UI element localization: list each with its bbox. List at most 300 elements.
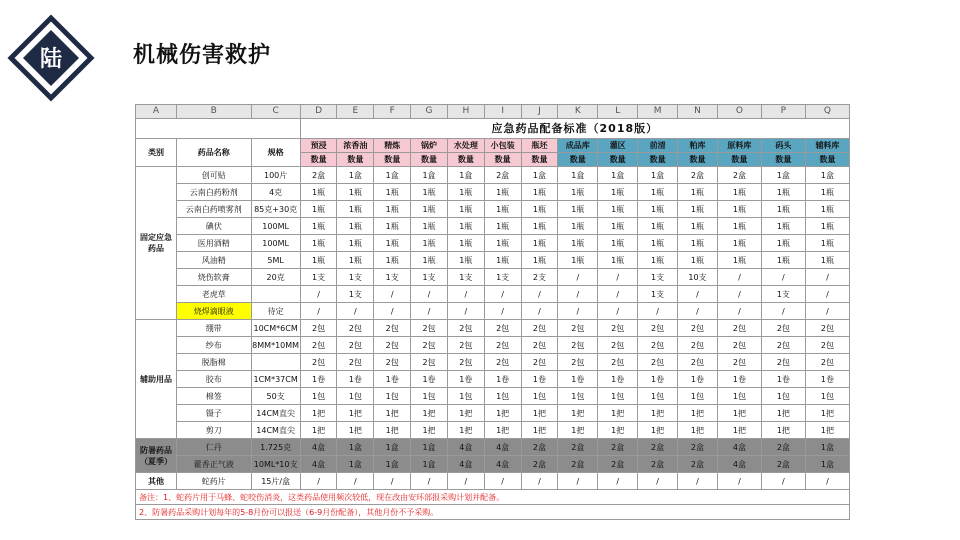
quantity-cell: 2包 bbox=[337, 354, 374, 371]
quantity-cell: 1把 bbox=[300, 422, 337, 439]
quantity-cell: 2盒 bbox=[598, 456, 638, 473]
quantity-cell: 2包 bbox=[638, 354, 678, 371]
quantity-cell: 1把 bbox=[717, 405, 761, 422]
note-row bbox=[136, 505, 850, 520]
quantity-cell: 1瓶 bbox=[717, 235, 761, 252]
column-letter: Q bbox=[805, 105, 849, 119]
quantity-cell: 1卷 bbox=[805, 371, 849, 388]
quantity-cell: 1瓶 bbox=[678, 218, 718, 235]
quantity-cell: 2包 bbox=[558, 354, 598, 371]
quantity-cell: 1瓶 bbox=[761, 218, 805, 235]
medicine-name: 烧焊滴眼液 bbox=[176, 303, 251, 320]
quantity-cell: 1瓶 bbox=[638, 184, 678, 201]
quantity-cell: 4盒 bbox=[447, 456, 484, 473]
quantity-cell: 2盒 bbox=[678, 439, 718, 456]
quantity-cell: / bbox=[717, 303, 761, 320]
quantity-cell: 2包 bbox=[717, 337, 761, 354]
quantity-cell: 2盒 bbox=[521, 456, 558, 473]
medicine-name: 仁丹 bbox=[176, 439, 251, 456]
column-letter: H bbox=[447, 105, 484, 119]
quantity-cell: 1瓶 bbox=[717, 218, 761, 235]
quantity-cell: 2包 bbox=[374, 337, 411, 354]
quantity-header: 数量 bbox=[558, 153, 598, 167]
spec-cell: 8MM*10MM bbox=[251, 337, 300, 354]
quantity-cell: 2包 bbox=[484, 354, 521, 371]
quantity-header: 数量 bbox=[374, 153, 411, 167]
quantity-cell: 2包 bbox=[374, 320, 411, 337]
table-row bbox=[136, 184, 850, 201]
quantity-cell: 1包 bbox=[598, 388, 638, 405]
table-row bbox=[136, 218, 850, 235]
department-header: 锅炉 bbox=[411, 139, 448, 153]
quantity-cell: 4盒 bbox=[300, 439, 337, 456]
quantity-cell: / bbox=[638, 473, 678, 490]
column-letter: L bbox=[598, 105, 638, 119]
quantity-cell: 1瓶 bbox=[374, 201, 411, 218]
quantity-cell: 1支 bbox=[411, 269, 448, 286]
quantity-cell: 2盒 bbox=[678, 456, 718, 473]
title-blank bbox=[136, 119, 301, 139]
quantity-cell: 1包 bbox=[300, 388, 337, 405]
quantity-cell: 2包 bbox=[374, 354, 411, 371]
quantity-cell: 1把 bbox=[337, 405, 374, 422]
quantity-cell: 1盒 bbox=[337, 456, 374, 473]
quantity-cell: 2包 bbox=[521, 354, 558, 371]
quantity-cell: 1盒 bbox=[411, 439, 448, 456]
quantity-cell: 1把 bbox=[598, 405, 638, 422]
quantity-cell: 1卷 bbox=[761, 371, 805, 388]
quantity-cell: 1盒 bbox=[521, 167, 558, 184]
quantity-cell: 1盒 bbox=[411, 456, 448, 473]
medicine-name: 剪刀 bbox=[176, 422, 251, 439]
column-letter: O bbox=[717, 105, 761, 119]
quantity-cell: 1把 bbox=[598, 422, 638, 439]
quantity-cell: 2盒 bbox=[558, 456, 598, 473]
category-cell: 其他 bbox=[136, 473, 177, 490]
department-header: 辅料库 bbox=[805, 139, 849, 153]
quantity-cell: / bbox=[678, 303, 718, 320]
spreadsheet bbox=[135, 104, 850, 520]
quantity-header: 数量 bbox=[678, 153, 718, 167]
medicine-name: 胶布 bbox=[176, 371, 251, 388]
quantity-cell: / bbox=[638, 303, 678, 320]
quantity-cell: 1把 bbox=[300, 405, 337, 422]
quantity-cell: 1瓶 bbox=[678, 252, 718, 269]
quantity-cell: 1包 bbox=[678, 388, 718, 405]
medicine-name: 医用酒精 bbox=[176, 235, 251, 252]
quantity-cell: 1包 bbox=[805, 388, 849, 405]
quantity-cell: / bbox=[678, 473, 718, 490]
spec-cell: 14CM直尖 bbox=[251, 422, 300, 439]
medicine-name: 纱布 bbox=[176, 337, 251, 354]
quantity-cell: 4盒 bbox=[447, 439, 484, 456]
department-header: 小包装 bbox=[484, 139, 521, 153]
quantity-cell: 1包 bbox=[521, 388, 558, 405]
table-row bbox=[136, 337, 850, 354]
table-row bbox=[136, 252, 850, 269]
quantity-cell: 1盒 bbox=[638, 167, 678, 184]
quantity-cell: 2包 bbox=[411, 354, 448, 371]
spec-header: 规格 bbox=[251, 139, 300, 167]
quantity-cell: 1把 bbox=[805, 405, 849, 422]
quantity-cell: 1盒 bbox=[598, 167, 638, 184]
table-row bbox=[136, 405, 850, 422]
quantity-cell: 1瓶 bbox=[337, 235, 374, 252]
quantity-cell: 2包 bbox=[337, 337, 374, 354]
quantity-cell: 1卷 bbox=[484, 371, 521, 388]
quantity-cell: 1支 bbox=[638, 269, 678, 286]
medicine-name: 棉签 bbox=[176, 388, 251, 405]
quantity-cell: 1盒 bbox=[374, 167, 411, 184]
column-letter: E bbox=[337, 105, 374, 119]
column-letter: F bbox=[374, 105, 411, 119]
quantity-cell: 1瓶 bbox=[521, 235, 558, 252]
quantity-cell: 1支 bbox=[484, 269, 521, 286]
quantity-cell: 1瓶 bbox=[337, 252, 374, 269]
table-row bbox=[136, 167, 850, 184]
quantity-cell: / bbox=[558, 303, 598, 320]
quantity-cell: 1瓶 bbox=[411, 218, 448, 235]
department-header: 前清 bbox=[638, 139, 678, 153]
quantity-cell: / bbox=[300, 286, 337, 303]
quantity-cell: 2盒 bbox=[638, 456, 678, 473]
category-cell: 固定应急药品 bbox=[136, 167, 177, 320]
quantity-cell: 1瓶 bbox=[484, 235, 521, 252]
quantity-cell: 2包 bbox=[411, 320, 448, 337]
quantity-cell: / bbox=[717, 286, 761, 303]
quantity-cell: 1盒 bbox=[337, 167, 374, 184]
quantity-cell: 2盒 bbox=[558, 439, 598, 456]
quantity-cell: 1卷 bbox=[678, 371, 718, 388]
quantity-cell: 1瓶 bbox=[300, 235, 337, 252]
quantity-cell: 1瓶 bbox=[805, 252, 849, 269]
quantity-cell: 1把 bbox=[374, 422, 411, 439]
quantity-cell: 4盒 bbox=[717, 439, 761, 456]
medicine-name: 碘伏 bbox=[176, 218, 251, 235]
quantity-cell: 1瓶 bbox=[374, 218, 411, 235]
quantity-cell: 2包 bbox=[638, 337, 678, 354]
quantity-cell: 1支 bbox=[374, 269, 411, 286]
quantity-cell: 2盒 bbox=[638, 439, 678, 456]
quantity-cell: 1卷 bbox=[411, 371, 448, 388]
quantity-header: 数量 bbox=[447, 153, 484, 167]
quantity-cell: 1瓶 bbox=[484, 184, 521, 201]
spec-cell: 15片/盒 bbox=[251, 473, 300, 490]
medicine-name: 老虎草 bbox=[176, 286, 251, 303]
quantity-cell: / bbox=[374, 473, 411, 490]
quantity-cell: 1瓶 bbox=[521, 201, 558, 218]
column-letter: M bbox=[638, 105, 678, 119]
quantity-cell: / bbox=[411, 286, 448, 303]
quantity-cell: / bbox=[805, 473, 849, 490]
quantity-cell: 1瓶 bbox=[558, 184, 598, 201]
medicine-name: 藿香正气液 bbox=[176, 456, 251, 473]
quantity-cell: 2包 bbox=[598, 320, 638, 337]
quantity-cell: / bbox=[558, 269, 598, 286]
quantity-cell: 10支 bbox=[678, 269, 718, 286]
quantity-cell: / bbox=[447, 303, 484, 320]
column-letter: B bbox=[176, 105, 251, 119]
quantity-cell: 1把 bbox=[374, 405, 411, 422]
quantity-cell: / bbox=[484, 303, 521, 320]
quantity-cell: 2盒 bbox=[598, 439, 638, 456]
quantity-cell: 2包 bbox=[300, 354, 337, 371]
quantity-cell: 1盒 bbox=[411, 167, 448, 184]
quantity-cell: / bbox=[374, 303, 411, 320]
table-title: 应急药品配备标准（2018版） bbox=[300, 119, 849, 139]
quantity-cell: 1瓶 bbox=[337, 201, 374, 218]
note-text: 2、防暑药品采购计划每年的5-8月份可以报送（6-9月份配备），其他月份不予采购。 bbox=[136, 505, 850, 520]
quantity-cell: / bbox=[484, 473, 521, 490]
quantity-cell: 1把 bbox=[678, 405, 718, 422]
quantity-cell: 1瓶 bbox=[638, 252, 678, 269]
table-row bbox=[136, 388, 850, 405]
quantity-cell: 2包 bbox=[300, 320, 337, 337]
quantity-cell: / bbox=[761, 269, 805, 286]
medicine-name: 云南白药粉剂 bbox=[176, 184, 251, 201]
medicine-name: 绷带 bbox=[176, 320, 251, 337]
quantity-cell: 1卷 bbox=[558, 371, 598, 388]
quantity-cell: / bbox=[337, 303, 374, 320]
quantity-cell: 1瓶 bbox=[638, 235, 678, 252]
table-row bbox=[136, 439, 850, 456]
quantity-cell: 1瓶 bbox=[447, 184, 484, 201]
quantity-cell: 1瓶 bbox=[374, 252, 411, 269]
department-header: 浓香油 bbox=[337, 139, 374, 153]
name-header: 药品名称 bbox=[176, 139, 251, 167]
table-row bbox=[136, 354, 850, 371]
quantity-cell: 2包 bbox=[761, 337, 805, 354]
quantity-cell: 2盒 bbox=[717, 167, 761, 184]
quantity-cell: 1卷 bbox=[521, 371, 558, 388]
quantity-cell: 1瓶 bbox=[678, 184, 718, 201]
column-letter: N bbox=[678, 105, 718, 119]
quantity-cell: 1把 bbox=[521, 422, 558, 439]
quantity-cell: 1瓶 bbox=[411, 201, 448, 218]
department-header: 码头 bbox=[761, 139, 805, 153]
quantity-cell: 2盒 bbox=[484, 167, 521, 184]
quantity-cell: 1包 bbox=[447, 388, 484, 405]
quantity-cell: 1瓶 bbox=[717, 201, 761, 218]
quantity-cell: 2包 bbox=[805, 320, 849, 337]
quantity-cell: 1瓶 bbox=[521, 218, 558, 235]
department-header: 水处理 bbox=[447, 139, 484, 153]
quantity-cell: 2包 bbox=[558, 337, 598, 354]
quantity-cell: 1把 bbox=[805, 422, 849, 439]
quantity-cell: 1瓶 bbox=[300, 184, 337, 201]
quantity-header: 数量 bbox=[761, 153, 805, 167]
department-header: 成品库 bbox=[558, 139, 598, 153]
department-header: 精炼 bbox=[374, 139, 411, 153]
quantity-cell: 1支 bbox=[638, 286, 678, 303]
quantity-cell: 1卷 bbox=[374, 371, 411, 388]
quantity-cell: 2包 bbox=[678, 320, 718, 337]
quantity-header: 数量 bbox=[411, 153, 448, 167]
medicine-name: 创可贴 bbox=[176, 167, 251, 184]
quantity-cell: 2包 bbox=[484, 320, 521, 337]
quantity-cell: 1把 bbox=[761, 405, 805, 422]
quantity-cell: 1把 bbox=[717, 422, 761, 439]
quantity-cell: 1瓶 bbox=[678, 201, 718, 218]
quantity-cell: / bbox=[598, 303, 638, 320]
quantity-cell: 2包 bbox=[805, 354, 849, 371]
quantity-cell: 1盒 bbox=[447, 167, 484, 184]
quantity-header: 数量 bbox=[300, 153, 337, 167]
quantity-cell: 1瓶 bbox=[447, 201, 484, 218]
column-letter: J bbox=[521, 105, 558, 119]
category-cell: 防暑药品（夏季） bbox=[136, 439, 177, 473]
diamond-badge-icon bbox=[7, 14, 95, 102]
spec-cell: 10CM*6CM bbox=[251, 320, 300, 337]
medicine-name: 风油精 bbox=[176, 252, 251, 269]
quantity-cell: 1瓶 bbox=[558, 201, 598, 218]
quantity-cell: 1包 bbox=[337, 388, 374, 405]
quantity-cell: 1盒 bbox=[805, 439, 849, 456]
quantity-cell: 1瓶 bbox=[761, 235, 805, 252]
quantity-cell: / bbox=[678, 286, 718, 303]
quantity-cell: / bbox=[717, 269, 761, 286]
quantity-cell: 1把 bbox=[484, 405, 521, 422]
quantity-cell: 2包 bbox=[761, 320, 805, 337]
spec-cell: 10ML*10支 bbox=[251, 456, 300, 473]
quantity-cell: 1瓶 bbox=[717, 252, 761, 269]
quantity-cell: 1瓶 bbox=[598, 218, 638, 235]
quantity-cell: 1瓶 bbox=[598, 252, 638, 269]
quantity-cell: / bbox=[805, 303, 849, 320]
quantity-cell: 1包 bbox=[761, 388, 805, 405]
table-row bbox=[136, 371, 850, 388]
quantity-cell: 1包 bbox=[638, 388, 678, 405]
quantity-cell: 2包 bbox=[598, 337, 638, 354]
column-letter: G bbox=[411, 105, 448, 119]
section-badge bbox=[7, 14, 95, 102]
spec-cell: 100片 bbox=[251, 167, 300, 184]
quantity-cell: 1瓶 bbox=[761, 184, 805, 201]
quantity-cell: 4盒 bbox=[300, 456, 337, 473]
quantity-cell: 1盒 bbox=[558, 167, 598, 184]
quantity-cell: / bbox=[717, 473, 761, 490]
quantity-cell: 1瓶 bbox=[300, 201, 337, 218]
quantity-cell: 1卷 bbox=[300, 371, 337, 388]
quantity-cell: 1把 bbox=[638, 405, 678, 422]
quantity-cell: / bbox=[805, 269, 849, 286]
quantity-cell: 1支 bbox=[447, 269, 484, 286]
quantity-cell: 1卷 bbox=[337, 371, 374, 388]
quantity-cell: 1瓶 bbox=[638, 201, 678, 218]
quantity-cell: / bbox=[521, 286, 558, 303]
quantity-cell: 1瓶 bbox=[761, 201, 805, 218]
quantity-cell: 1瓶 bbox=[411, 184, 448, 201]
note-text: 备注：1、蛇药片用于马蜂、蛇咬伤消炎，这类药品使用频次较低，现在改由安环部报采购计划并配备。 bbox=[136, 490, 850, 505]
department-header: 预浸 bbox=[300, 139, 337, 153]
quantity-cell: 1把 bbox=[521, 405, 558, 422]
quantity-header: 数量 bbox=[337, 153, 374, 167]
column-letter-row bbox=[136, 105, 850, 119]
quantity-header: 数量 bbox=[805, 153, 849, 167]
spec-cell bbox=[251, 286, 300, 303]
spec-cell: 14CM直尖 bbox=[251, 405, 300, 422]
table-row bbox=[136, 473, 850, 490]
quantity-cell: / bbox=[411, 473, 448, 490]
quantity-cell: 1盒 bbox=[805, 167, 849, 184]
quantity-cell: / bbox=[521, 303, 558, 320]
spec-cell: 5ML bbox=[251, 252, 300, 269]
quantity-cell: / bbox=[598, 269, 638, 286]
quantity-cell: 1瓶 bbox=[521, 252, 558, 269]
quantity-cell: 2包 bbox=[761, 354, 805, 371]
quantity-cell: 1瓶 bbox=[300, 252, 337, 269]
quantity-cell: 2包 bbox=[300, 337, 337, 354]
quantity-cell: 1瓶 bbox=[374, 235, 411, 252]
quantity-cell: 2包 bbox=[447, 337, 484, 354]
quantity-cell: / bbox=[374, 286, 411, 303]
quantity-cell: 4盒 bbox=[484, 456, 521, 473]
spec-cell: 1CM*37CM bbox=[251, 371, 300, 388]
quantity-cell: 1卷 bbox=[447, 371, 484, 388]
quantity-cell: 2包 bbox=[521, 337, 558, 354]
quantity-cell: 1卷 bbox=[598, 371, 638, 388]
quantity-cell: 1支 bbox=[300, 269, 337, 286]
quantity-cell: 1包 bbox=[558, 388, 598, 405]
spec-cell bbox=[251, 354, 300, 371]
quantity-cell: / bbox=[598, 473, 638, 490]
quantity-cell: 1瓶 bbox=[598, 201, 638, 218]
spec-cell: 4克 bbox=[251, 184, 300, 201]
quantity-cell: 2包 bbox=[717, 320, 761, 337]
category-cell: 辅助用品 bbox=[136, 320, 177, 439]
quantity-cell: / bbox=[484, 286, 521, 303]
table-row bbox=[136, 201, 850, 218]
quantity-cell: 1瓶 bbox=[484, 252, 521, 269]
quantity-cell: 1瓶 bbox=[638, 218, 678, 235]
quantity-cell: 1盒 bbox=[374, 456, 411, 473]
quantity-cell: 1盒 bbox=[761, 167, 805, 184]
note-row bbox=[136, 490, 850, 505]
department-header: 粕库 bbox=[678, 139, 718, 153]
spec-cell: 50支 bbox=[251, 388, 300, 405]
quantity-cell: 2盒 bbox=[300, 167, 337, 184]
table-row bbox=[136, 269, 850, 286]
medicine-table bbox=[135, 104, 850, 520]
column-letter: C bbox=[251, 105, 300, 119]
quantity-cell: 1把 bbox=[678, 422, 718, 439]
quantity-cell: 1把 bbox=[411, 405, 448, 422]
quantity-header: 数量 bbox=[484, 153, 521, 167]
quantity-cell: 2盒 bbox=[761, 456, 805, 473]
quantity-cell: / bbox=[521, 473, 558, 490]
quantity-cell: 1瓶 bbox=[805, 184, 849, 201]
quantity-cell: 1瓶 bbox=[300, 218, 337, 235]
spec-cell: 85克+30克 bbox=[251, 201, 300, 218]
quantity-cell: / bbox=[300, 473, 337, 490]
quantity-cell: 1支 bbox=[337, 286, 374, 303]
quantity-cell: 1瓶 bbox=[805, 218, 849, 235]
table-row bbox=[136, 303, 850, 320]
spec-cell: 待定 bbox=[251, 303, 300, 320]
quantity-header: 数量 bbox=[598, 153, 638, 167]
quantity-cell: 1瓶 bbox=[484, 201, 521, 218]
quantity-cell: 2包 bbox=[678, 354, 718, 371]
quantity-cell: 2包 bbox=[558, 320, 598, 337]
quantity-cell: 1包 bbox=[374, 388, 411, 405]
quantity-cell: 1瓶 bbox=[447, 235, 484, 252]
quantity-cell: / bbox=[447, 286, 484, 303]
department-header: 瓶坯 bbox=[521, 139, 558, 153]
quantity-cell: / bbox=[300, 303, 337, 320]
quantity-cell: 1瓶 bbox=[447, 252, 484, 269]
quantity-cell: 1把 bbox=[411, 422, 448, 439]
medicine-name: 镊子 bbox=[176, 405, 251, 422]
